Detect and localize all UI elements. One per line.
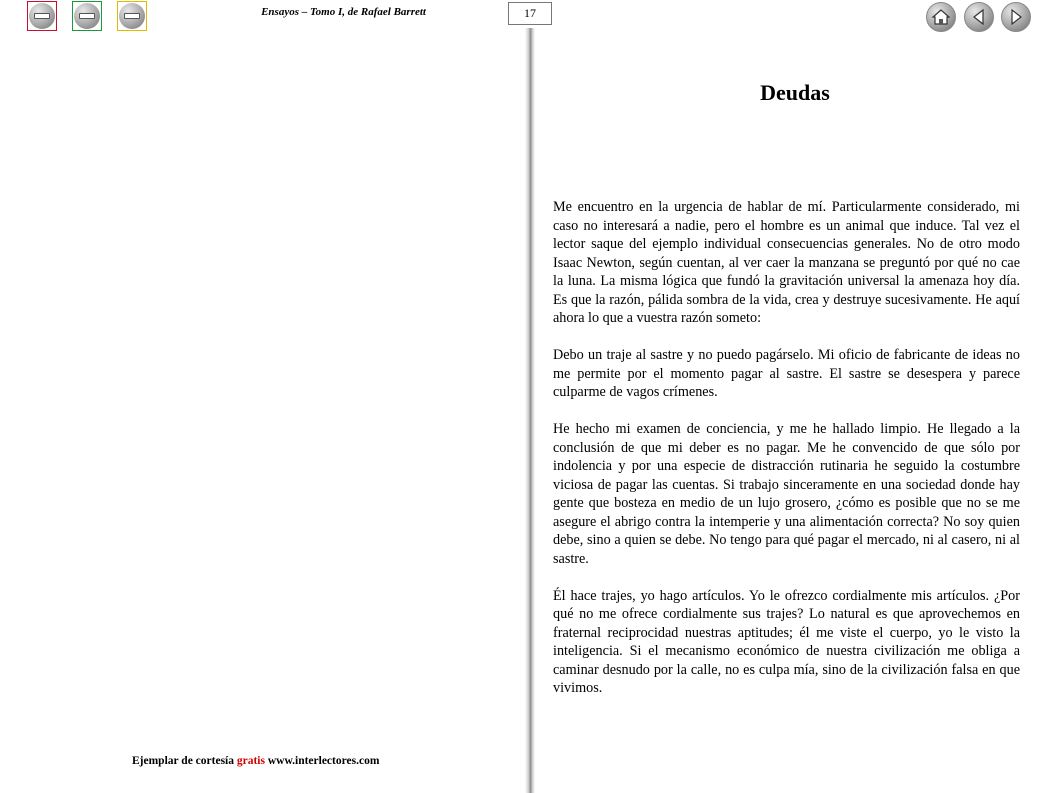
next-page-button[interactable] [1000,1,1032,33]
paragraph: Debo un traje al sastre y no puedo pagárselo. Mi oficio de fabricante de ideas no me permite por el momento pagar al sastre. El sastre se desespera y parece culparme de vagos crímenes. [553,347,1020,400]
previous-page-button[interactable] [963,1,995,33]
footer-prefix: Ejemplar de cortesía [132,755,234,767]
arrow-right-icon [1001,2,1031,32]
minus-button-red[interactable] [27,1,57,31]
footer-site[interactable]: www.interlectores.com [267,755,380,767]
book-title: Ensayos – Tomo I, de Rafael Barrett [261,6,426,18]
page-number: 17 [508,2,552,25]
article-body [553,198,1020,716]
paragraph: He hecho mi examen de conciencia, y me he hallado limpio. He llegado a la conclusión de que mi deber es no pagar. Me he convencido de que sólo por indolencia y por una especie de distracción rutinaria he seguido la costumbre viciosa de pagar las cuentas. Si trabajo sinceramente en una sociedad donde hay gente que bosteza en medio de un lujo grosero, ¿cómo es posible que no se me asegure el abrigo contra la intemperie y una alimentación correcta? No soy quien debe, sino a quien se debe. No tengo para qué pagar el mercado, ni al casero, ni al sastre. [553,421,1020,567]
minus-icon [119,3,145,29]
minus-button-yellow[interactable] [117,1,147,31]
home-button[interactable] [925,1,957,33]
paragraph: Él hace trajes, yo hago artículos. Yo le ofrezco cordialmente mis artículos. ¿Por qué no me ofrece cordialmente sus trajes? Lo natural es que aprovechemos en fraternal reciprocidad nuestras aptitudes; él me viste el cuerpo, yo le visto la inteligencia. Si el mecanismo económico de nuestra civilización me obliga a caminar desnudo por la calle, no es culpa mía, sino de la civilización falsa en que vivimos. [553,587,1020,696]
book-spine [525,28,535,793]
minus-button-green[interactable] [72,1,102,31]
footer-gratis: gratis [236,755,265,767]
home-icon [926,2,956,32]
paragraph: Me encuentro en la urgencia de hablar de mí. Particularmente considerado, mi caso no interesará a nadie, pero el hombre es un animal que induce. Tal vez el lector saque del ejemplo individual consecuencias generales. No de otro modo Isaac Newton, según cuentan, al ver caer la manzana se preguntó por qué no cae la luna. La misma lógica que fundó la gravitación universal la amenaza hoy día. Es que la razón, pálida sombra de la vida, crea y destruye sucesivamente. He aquí ahora lo que a vuestra razón someto: [553,199,1020,326]
article-title: Deudas [760,80,830,105]
arrow-left-icon [964,2,994,32]
minus-icon [74,3,100,29]
minus-icon [29,3,55,29]
footer-credit [132,755,379,767]
